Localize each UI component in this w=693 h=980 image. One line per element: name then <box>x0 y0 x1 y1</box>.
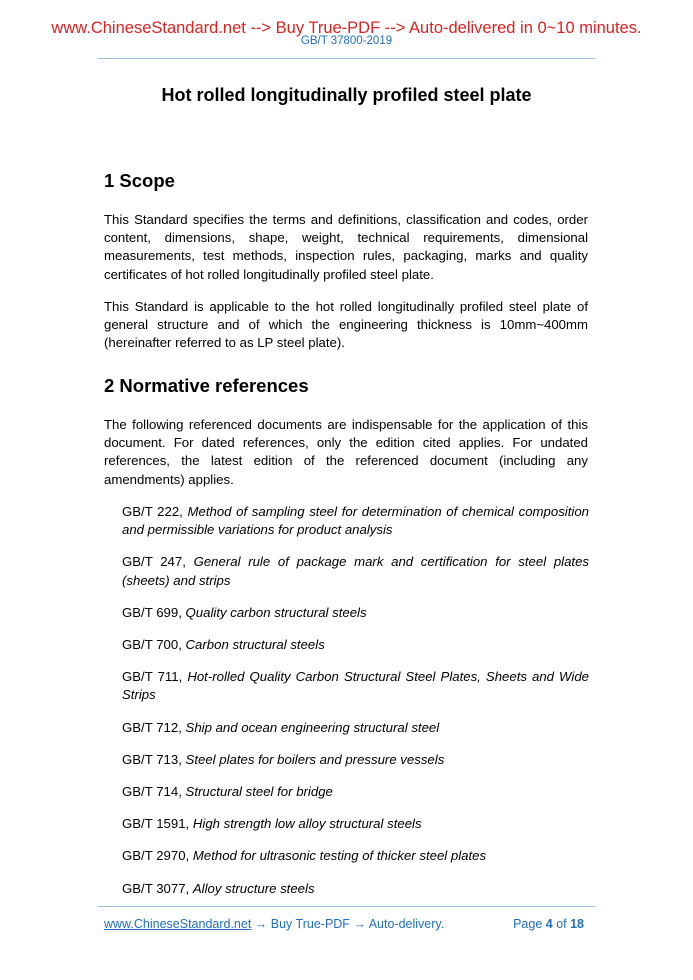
reference-code: GB/T 713, <box>122 751 186 767</box>
header-divider <box>98 58 595 59</box>
reference-item <box>122 783 589 801</box>
reference-title: Ship and ocean engineering structural steel <box>185 719 440 735</box>
reference-title: Structural steel for bridge <box>185 784 333 800</box>
reference-title: General rule of package mark and certification for steel plates (sheets) and strips <box>122 554 590 588</box>
reference-item <box>122 847 589 865</box>
reference-title: Quality carbon structural steels <box>185 604 367 620</box>
reference-title: High strength low alloy structural steels <box>192 816 422 832</box>
reference-item <box>122 668 589 704</box>
reference-item <box>122 751 589 769</box>
normative-references-intro: The following referenced documents are indispensable for the application of this document. For dated references, only the edition cited applies. For undated references, the latest edition of the referenced document (including any amendments) applies. <box>104 417 588 487</box>
reference-title: Method of sampling steel for determination of chemical composition and permissible variations for product analysis <box>122 504 589 538</box>
section-heading-scope: 1 Scope <box>104 170 175 191</box>
reference-title: Alloy structure steels <box>192 880 315 896</box>
reference-list <box>122 503 589 898</box>
total-pages: 18 <box>570 917 584 931</box>
reference-item <box>122 503 589 539</box>
section-heading-normative-references: 2 Normative references <box>104 375 309 396</box>
reference-code: GB/T 2970, <box>122 848 193 864</box>
footer-links <box>104 917 444 932</box>
reference-item <box>122 880 589 898</box>
reference-code: GB/T 711, <box>122 669 188 685</box>
standard-code-header: GB/T 37800-2019 <box>300 35 393 47</box>
reference-code: GB/T 712, <box>122 719 186 735</box>
reference-title: Steel plates for boilers and pressure vessels <box>185 751 445 767</box>
reference-title: Carbon structural steels <box>185 637 325 653</box>
footer-tagline: → Buy True-PDF → Auto-delivery. <box>251 917 445 931</box>
reference-item <box>122 636 589 654</box>
of-label: of <box>552 917 571 931</box>
reference-title: Hot-rolled Quality Carbon Structural Steel Plates, Sheets and Wide Strips <box>122 669 589 703</box>
reference-code: GB/T 3077, <box>122 880 193 896</box>
reference-item <box>122 719 589 737</box>
reference-code: GB/T 700, <box>122 637 186 653</box>
document-title: Hot rolled longitudinally profiled steel plate <box>161 85 532 105</box>
reference-code: GB/T 714, <box>122 784 186 800</box>
reference-item <box>122 604 589 622</box>
footer-site-link[interactable]: www.ChineseStandard.net <box>104 917 252 931</box>
page-label: Page <box>513 917 546 931</box>
reference-code: GB/T 247, <box>122 554 194 570</box>
scope-paragraph-2: This Standard is applicable to the hot rolled longitudinally profiled steel plate of general structure and of which the engineering thickness is 10mm~400mm (hereinafter referred to as LP steel plate). <box>104 299 588 351</box>
reference-code: GB/T 699, <box>122 604 186 620</box>
reference-item <box>122 815 589 833</box>
reference-code: GB/T 1591, <box>122 816 193 832</box>
promo-banner[interactable]: www.ChineseStandard.net --> Buy True-PDF --> Auto-delivered in 0~10 minutes. <box>51 19 642 37</box>
reference-title: Method for ultrasonic testing of thicker steel plates <box>192 848 487 864</box>
footer-divider <box>98 906 595 907</box>
reference-code: GB/T 222, <box>122 504 188 519</box>
page-indicator <box>513 917 584 932</box>
reference-item <box>122 553 589 589</box>
scope-paragraph-1: This Standard specifies the terms and definitions, classification and codes, order content, dimensions, shape, weight, technical requirements, dimensional measurements, test methods, inspection rules, packaging, marks and quality certificates of hot rolled longitudinally profiled steel plate. <box>104 212 588 282</box>
page-number: 4 <box>545 917 553 931</box>
